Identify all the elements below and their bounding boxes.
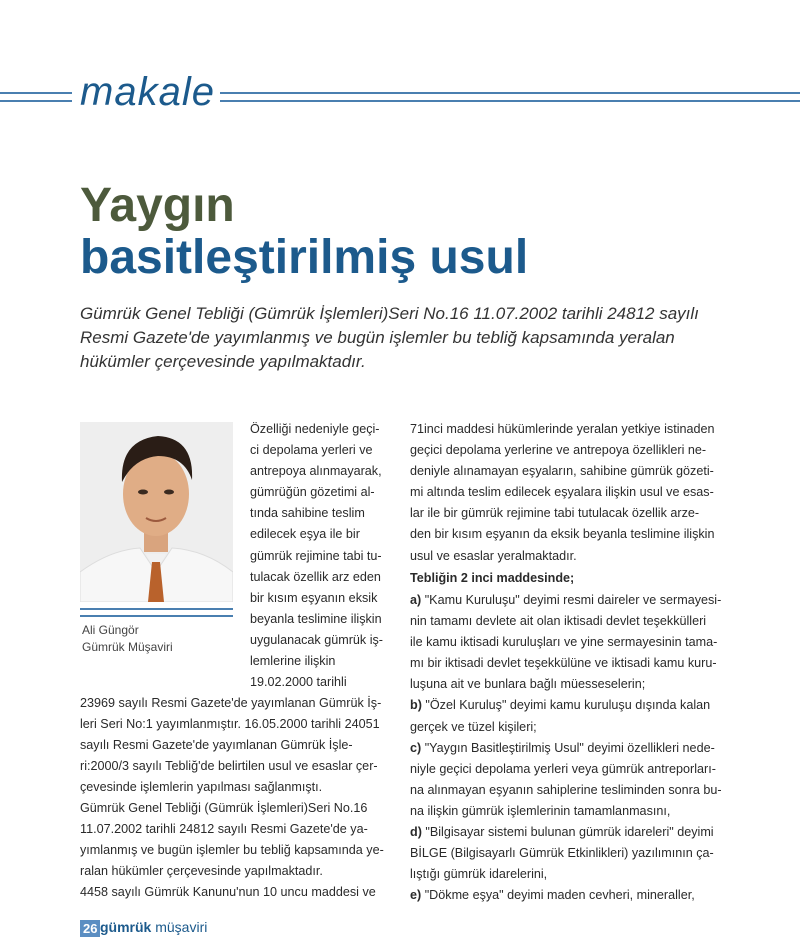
text-line: niyle geçici depolama yerleri veya gümrük antreporları-	[410, 761, 716, 776]
text-line: gümrük rejimine tabi tu-	[250, 548, 382, 563]
text-line: bir kısım eşyanın eksik	[250, 590, 378, 605]
text-line: 4458 sayılı Gümrük Kanunu'nun 10 uncu maddesi ve	[80, 885, 376, 900]
author-name: Ali Güngör	[82, 623, 139, 637]
header-rule-right	[220, 92, 800, 102]
item-letter: a)	[410, 593, 422, 607]
col2-items	[410, 590, 722, 906]
text-line: Özelliği nedeniyle geçi-	[250, 422, 380, 436]
text-line: 71inci maddesi hükümlerinde yeralan yetkiye istinaden	[410, 422, 715, 436]
section-label: makale	[80, 70, 215, 114]
magazine-name-rest: müşaviri	[151, 919, 208, 935]
text-line: sayılı Resmi Gazete'de yayımlanan Gümrük İşle-	[80, 738, 353, 753]
page-number: 26	[80, 920, 100, 937]
text-line: na ilişkin gümrük işlemlerinin tamamlanmasını,	[410, 803, 671, 818]
item-letter: d)	[410, 825, 422, 840]
list-item	[410, 885, 722, 906]
text-line: ri:2000/3 sayılı Tebliğ'de belirtilen usul ve esaslar çer-	[80, 759, 378, 774]
text-line: uygulanacak gümrük iş-	[250, 632, 383, 647]
author-photo	[80, 422, 233, 602]
item-letter: c)	[410, 740, 422, 755]
text-line: luşuna ait ve bunlara bağlı müesseselerin;	[410, 677, 646, 692]
text-line: lar ile bir gümrük rejimine tabi tutulacak özellik arze-	[410, 506, 700, 521]
text-line: gümrüğün gözetimi al-	[250, 485, 375, 500]
list-item	[410, 822, 722, 885]
author-caption	[82, 622, 173, 656]
text-line: BİLGE (Bilgisayarlı Gümrük Etkinlikleri) yazılımının ça-	[410, 846, 714, 861]
text-line: gerçek ve tüzel kişileri;	[410, 719, 537, 734]
text-line: çevesinde işlemlerin yapılması sağlanmıştı.	[80, 780, 323, 795]
text-line: lemlerine ilişkin	[250, 654, 336, 669]
text-line: lıştığı gümrük idarelerini,	[410, 867, 548, 882]
text-line: "Dökme eşya" deyimi maden cevheri, mineraller,	[424, 888, 695, 903]
text-line: ile kamu iktisadi kuruluşları ve yine sermayesinin tama-	[410, 635, 718, 650]
text-line: "Yaygın Basitleştirilmiş Usul" deyimi özellikleri nede-	[424, 740, 715, 755]
text-line: mı bir iktisadi devlet teşekkülüne ve iktisadi kamu kuru-	[410, 656, 717, 671]
article-title-line1: Yaygın	[80, 179, 235, 232]
list-item	[410, 590, 722, 695]
text-line: 11.07.2002 tarihli 24812 sayılı Resmi Gazete'de ya-	[80, 822, 368, 837]
text-line: tında sahibine teslim	[250, 506, 365, 521]
text-line: edilecek eşya ile bir	[250, 527, 360, 542]
item-letter: e)	[410, 888, 422, 903]
text-line: geçici depolama yerlerine ve antrepoya özellikleri ne-	[410, 443, 707, 458]
col2-heading: Tebliğin 2 inci maddesinde;	[410, 571, 575, 585]
item-letter: b)	[410, 698, 422, 713]
text-line: yımlanmış ve bugün işlemler bu tebliğ kapsamında ye-	[80, 843, 384, 858]
list-item	[410, 738, 722, 822]
text-line: mi altında teslim edilecek eşyalara ilişkin usul ve esas-	[410, 485, 714, 500]
text-line: ci depolama yerleri ve	[250, 443, 373, 458]
text-line: "Özel Kuruluş" deyimi kamu kuruluşu dışında kalan	[425, 698, 711, 713]
text-line: deniyle alınamayan eşyaların, sahibine gümrük gözeti-	[410, 464, 714, 479]
col2-paragraph-1	[410, 419, 722, 567]
text-line: tulacak özellik arz eden	[250, 569, 381, 584]
text-line: den bir kısım eşyanın da eksik beyanla teslimine ilişkin	[410, 527, 715, 542]
author-role: Gümrük Müşaviri	[82, 640, 173, 654]
text-line: 23969 sayılı Resmi Gazete'de yayımlanan Gümrük İş-	[80, 696, 382, 710]
col1-paragraph-2	[80, 798, 390, 903]
header-rule-left	[0, 92, 72, 102]
text-line: nin tamamı devlete ait olan iktisadi devlet teşekkülleri	[410, 614, 707, 629]
text-line: "Kamu Kuruluşu" deyimi resmi daireler ve sermayesi-	[424, 593, 722, 607]
list-item	[410, 695, 722, 737]
text-line: ralan hükümler çerçevesinde yapılmaktadır.	[80, 864, 323, 879]
text-line: leri Seri No:1 yayımlanmıştır. 16.05.2000 tarihli 24051	[80, 717, 380, 732]
text-line: beyanla teslimine ilişkin	[250, 611, 382, 626]
text-line: "Bilgisayar sistemi bulunan gümrük idareleri" deyimi	[425, 825, 714, 840]
photo-rule	[80, 608, 233, 617]
text-line: antrepoya alınmayarak,	[250, 464, 382, 479]
text-line: Gümrük Genel Tebliği (Gümrük İşlemleri)Seri No.16	[80, 801, 368, 815]
magazine-name	[100, 919, 207, 935]
text-line: 19.02.2000 tarihli	[250, 675, 347, 690]
col1-wide-text	[80, 693, 390, 798]
magazine-name-bold: gümrük	[100, 919, 152, 935]
lead-paragraph: Gümrük Genel Tebliği (Gümrük İşlemleri)Seri No.16 11.07.2002 tarihli 24812 sayılı Resmi Gazete'de yayımlanmış ve bugün işlemler bu tebliğ kapsamında yeralan hükümler çerçevesinde yapılmaktadır.	[80, 304, 699, 371]
col1-narrow-text	[250, 419, 390, 693]
article-title-line2: basitleştirilmiş usul	[80, 231, 529, 284]
text-line: na alınmayan eşyanın sahiplerine tesliminden sonra bu-	[410, 782, 722, 797]
text-line: usul ve esaslar yeralmaktadır.	[410, 548, 577, 563]
